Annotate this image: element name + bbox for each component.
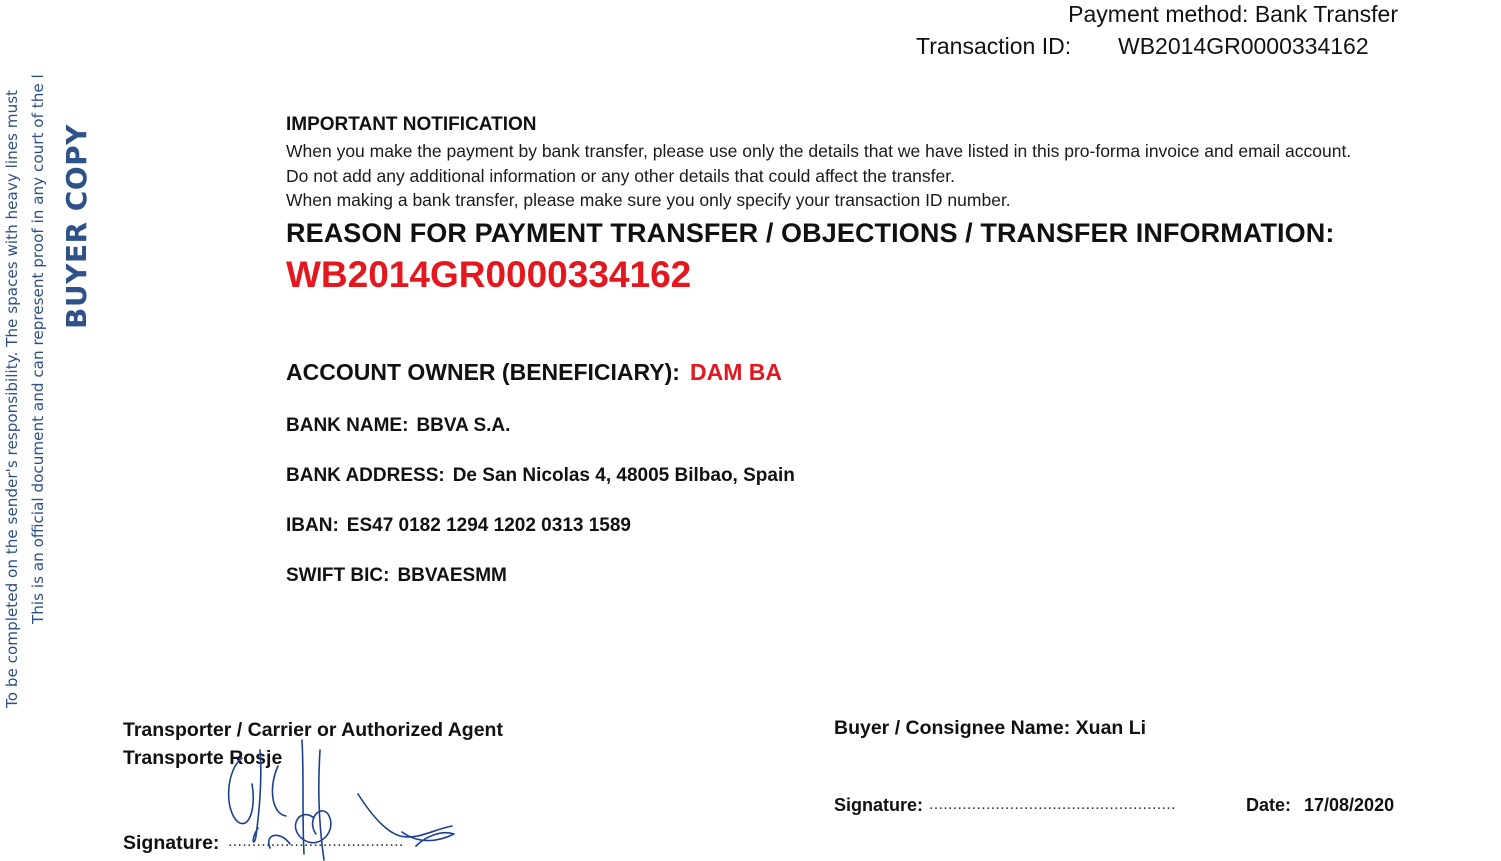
bank-address-row <box>286 465 795 487</box>
transaction-id-label: Transaction ID: <box>916 33 1072 59</box>
iban-row <box>286 515 631 537</box>
bank-name-value: BBVA S.A. <box>416 415 511 436</box>
swift-row <box>286 565 507 587</box>
transporter-signature-line: ..................................... <box>228 833 404 850</box>
buyer-signature-label: Signature: <box>834 795 924 815</box>
buyer-consignee-name: Buyer / Consignee Name: Xuan Li <box>834 717 1147 739</box>
bank-name-row <box>286 415 510 437</box>
handwritten-signature <box>220 736 465 861</box>
buyer-copy-label: BUYER COPY <box>60 124 93 329</box>
bank-name-label: BANK NAME: <box>286 415 409 436</box>
reason-transaction-code: WB2014GR0000334162 <box>286 254 692 295</box>
swift-label: SWIFT BIC: <box>286 565 390 586</box>
iban-value: ES47 0182 1294 1202 0313 1589 <box>346 515 631 536</box>
bank-address-value: De San Nicolas 4, 48005 Bilbao, Spain <box>452 465 795 486</box>
date-value: 17/08/2020 <box>1304 795 1395 815</box>
bank-address-label: BANK ADDRESS: <box>286 465 445 486</box>
transporter-title: Transporter / Carrier or Authorized Agent <box>123 719 503 741</box>
transporter-name: Transporte Rosje <box>123 747 283 769</box>
payment-method: Payment method: Bank Transfer <box>1068 1 1398 27</box>
account-owner-row <box>286 359 782 386</box>
notification-line: Do not add any additional information or any other details that could affect the transfer. <box>286 166 955 186</box>
reason-heading: REASON FOR PAYMENT TRANSFER / OBJECTIONS / TRANSFER INFORMATION: <box>286 218 1335 248</box>
notification-line: When you make the payment by bank transfer, please use only the details that we have listed in this pro-forma invoice and email account. <box>286 141 1352 161</box>
notification-line: When making a bank transfer, please make sure you only specify your transaction ID number. <box>286 190 1011 210</box>
notification-title: IMPORTANT NOTIFICATION <box>286 114 537 135</box>
side-note-official-document: This is an official document and can represent proof in any court of the l <box>29 74 47 624</box>
iban-label: IBAN: <box>286 515 339 536</box>
transporter-signature-label: Signature: <box>123 832 220 854</box>
account-owner-label: ACCOUNT OWNER (BENEFICIARY): <box>286 359 680 385</box>
swift-value: BBVAESMM <box>397 565 507 586</box>
side-note-responsibility: To be completed on the sender's responsibility. The spaces with heavy lines must <box>3 89 21 708</box>
date-label: Date: <box>1246 795 1292 815</box>
transaction-id-value: WB2014GR0000334162 <box>1118 33 1369 59</box>
buyer-signature-line: .................................................... <box>929 796 1176 813</box>
account-owner-value: DAM BA <box>689 359 782 385</box>
